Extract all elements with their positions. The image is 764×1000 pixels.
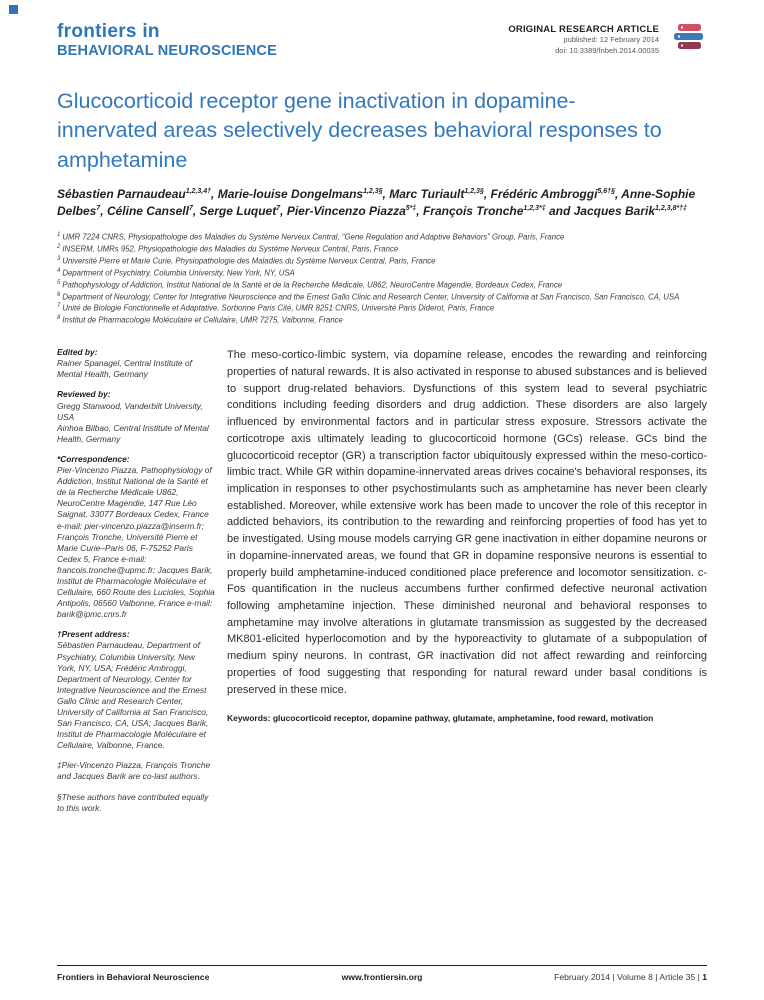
affiliation-number: 5	[57, 279, 61, 286]
doi-text: doi: 10.3389/fnbeh.2014.00035	[555, 45, 659, 55]
author	[423, 204, 549, 218]
affiliation-number: 8	[57, 315, 61, 322]
author-name: Sébastien Parnaudeau	[57, 187, 186, 202]
reviewed-by-heading: Reviewed by:	[57, 389, 111, 400]
author-name: and Jacques Barik	[548, 204, 656, 219]
reviewer-1: Gregg Stanwood, Vanderbilt University, USA	[57, 400, 203, 422]
article-title: Glucocorticoid receptor gene inactivation in dopamine-innervated areas selectively decreases behavioral responses to amphetamine	[57, 88, 662, 172]
affiliation-text: Department of Neurology, Center for Integrative Neuroscience and the Ernest Gallo Clinic and Research Center, University of California at San Francisco, San Francisco, CA, USA	[62, 292, 680, 302]
article-type-label: ORIGINAL RESEARCH ARTICLE	[508, 24, 659, 35]
affiliation-item	[57, 314, 707, 326]
footer-journal-name: Frontiers in Behavioral Neuroscience	[57, 972, 210, 982]
author-name: Serge Luquet	[199, 204, 277, 219]
affiliation-number: 4	[57, 267, 61, 274]
reviewed-by-block	[57, 389, 215, 444]
author-superscript: 1,2,3,8*†‡	[655, 205, 687, 213]
affiliation-text: Université Pierre et Marie Curie, Physiopathologie des Maladies du Système Nerveux Central, Paris, France	[62, 256, 436, 266]
affiliation-text: UMR 7224 CNRS, Physiopathologie des Maladies du Système Nerveux Central, “Gene Regulation and Adaptive Behaviors” Group, Paris, France	[62, 232, 565, 242]
present-address-text: Sébastien Parnaudeau, Department of Psychiatry, Columbia University, New York, NY, USA; Frédéric Ambroggi, Department of Neurology, Center for Integrative Neuroscience and the Ernest Gallo Clinic and Research Center, University of California at San Francisco, San Francisco, CA, USA; Jacques Barik, Institut de Pharmacologie Moléculaire et Cellulaire, Valbonne, France.	[57, 640, 209, 751]
author-separator: ,	[211, 187, 218, 202]
edited-by-block	[57, 347, 215, 380]
author	[57, 187, 218, 201]
correspondence-text: Pier-Vincenzo Piazza, Pathophysiology of Addiction, Institut National de la Santé et de la Recherche Médicale U862, NeuroCentre Magendie, 147 Rue Léo Saignat, 33077 Bordeaux Cedex, France e-mail: pier-vincenzo.piazza@inserm.fr; François Tronche, Université Pierre et Marie Curie–Paris 06, F-75252 Paris Cedex 5, France e-mail: francois.tronche@upmc.fr; Jacques Barik, Institut de Pharmacologie Moléculaire et Cellulaire, 660 Route des Lucioles, Sophia Antipolis, 06560 Valbonne, France e-mail: barik@ipmc.cnrs.fr	[57, 465, 215, 620]
affiliation-item	[57, 291, 707, 303]
author-name: Céline Cansell	[106, 204, 189, 219]
article-body-columns	[57, 347, 707, 935]
keywords-line: Keywords: glucocorticoid receptor, dopamine pathway, glutamate, amphetamine, food reward, motivation	[227, 713, 654, 724]
affiliation-number: 2	[57, 243, 61, 250]
affiliation-text: Pathophysiology of Addiction, Institut National de la Santé et de la Recherche Médicale, U862, NeuroCentre Magendie, Bordeaux Cedex, France	[62, 280, 563, 290]
author-superscript: 5,6†§	[597, 188, 615, 196]
author	[491, 187, 622, 201]
equal-contribution-note: §These authors have contributed equally to this work.	[57, 791, 209, 813]
affiliation-item	[57, 279, 707, 291]
frontiers-logo-icon	[671, 22, 707, 54]
journal-brand	[57, 22, 277, 59]
author	[287, 204, 423, 218]
page-corner-mark	[9, 5, 18, 14]
author-superscript: 7	[276, 205, 281, 213]
correspondence-heading: *Correspondence:	[57, 453, 130, 464]
author-name: Pier-Vincenzo Piazza	[286, 204, 406, 219]
affiliation-number: 6	[57, 291, 61, 298]
abstract-text: The meso-cortico-limbic system, via dopamine release, encodes the rewarding and reinforcing properties of natural rewards. It is also activated in response to abused substances and is believed to support drug-related behaviors. Dysfunctions of this system lead to several psychiatric conditions including feeding disorders and drug addiction. These disorders are also largely influenced by environmental factors and in particular stress exposure. Stressors activate the corticotrope axis ultimately leading to glucocorticoid hormone (GCs) release. GCs bind the glucocorticoid receptor (GR) a transcription factor ubiquitously expressed within the meso-cortico-limbic tract. While GR within dopamine-innervated areas drives cocaine's behavioral responses, its implication in responses to other psychostimulants such as amphetamine has never been clearly established. Moreover, while extensive work has been made to uncover the role of this receptor in addicted behaviors, its contribution to the rewarding and reinforcing properties of food has yet to be investigated. Using mouse models carrying GR gene inactivation in either dopamine neurons or in dopamine-innervated areas, we found that GR in dopamine responsive neurons is essential to properly build amphetamine-induced conditioned place preference and locomotor sensitization. c-Fos quantification in the nucleus accumbens further confirmed defective neuronal activation following amphetamine injection. These diminished neuronal and behavioral responses to amphetamine may involve alterations in glutamate transmission as suggested by the decreased MK801-elicited hyperlocomotion and by the hyporeactivity to glutamate of a subpopulation of medium spiny neurons. In contrast, GR inactivation did not affect rewarding and reinforcing properties of food suggesting that responding for natural reward under basal conditions is preserved in these mice.	[227, 349, 707, 696]
masthead	[57, 22, 707, 59]
author-superscript: 1,2,3§	[464, 188, 484, 196]
author-name: François Tronche	[422, 204, 524, 219]
published-date: published: 12 February 2014	[563, 35, 659, 44]
affiliation-text: INSERM, UMRs 952, Physiopathologie des Maladies du Système Nerveux Central, Paris, France	[62, 244, 399, 254]
author-separator: ,	[614, 187, 622, 202]
affiliation-item	[57, 243, 707, 255]
affiliation-item	[57, 267, 707, 279]
correspondence-block	[57, 454, 215, 620]
affiliation-item	[57, 231, 707, 243]
author-name: Marc Turiault	[389, 187, 465, 202]
colast-authors-note: ‡Pier-Vincenzo Piazza, François Tronche and Jacques Barik are co-last authors.	[57, 760, 211, 782]
author-separator: ,	[192, 204, 200, 219]
edited-by-text: Rainer Spanagel, Central Institute of Mental Health, Germany	[57, 358, 193, 380]
author-separator: ,	[483, 187, 491, 202]
author-name: Frédéric Ambroggi	[490, 187, 598, 202]
author-name: Anne-Sophie Delbes	[57, 187, 696, 219]
reviewer-2: Ainhoa Bilbao, Central Institute of Mental Health, Germany	[57, 422, 209, 444]
author-separator: ,	[382, 187, 390, 202]
author	[200, 204, 287, 218]
author-separator: ,	[100, 204, 107, 219]
author-name: Marie-louise Dongelmans	[217, 187, 364, 202]
publication-info	[508, 22, 671, 57]
author-superscript: 1,2,3§	[363, 188, 383, 196]
author-separator: ,	[280, 204, 287, 219]
affiliation-text: Department of Psychiatry, Columbia University, New York, NY, USA	[62, 268, 295, 278]
author-superscript: 1,2,3,4†	[185, 188, 212, 196]
affiliation-text: Unité de Biologie Fonctionnelle et Adaptative, Sorbonne Paris Cité, UMR 8251 CNRS, Université Paris Diderot, Paris, France	[62, 304, 495, 313]
footer-issue-info	[490, 972, 707, 982]
affiliation-item	[57, 255, 707, 267]
author	[389, 187, 490, 201]
author-superscript: 7	[188, 205, 193, 213]
affiliation-number: 1	[57, 232, 61, 239]
affiliation-number: 3	[57, 255, 61, 262]
footer	[57, 965, 707, 982]
present-address-heading: †Present address:	[57, 629, 130, 640]
author	[218, 187, 390, 201]
author	[107, 204, 200, 218]
affiliation-text: Institut de Pharmacologie Moléculaire et Cellulaire, UMR 7275, Valbonne, France	[62, 315, 343, 325]
brand-frontiers-in: frontiers in	[57, 21, 160, 42]
affiliation-item	[57, 302, 707, 314]
author-superscript: 1,2,3*‡	[523, 205, 546, 213]
authors-line	[57, 186, 707, 220]
footer-page-number: 1	[702, 972, 708, 982]
abstract-column	[227, 347, 707, 935]
affiliation-number: 7	[57, 303, 61, 310]
footer-issue-text: February 2014 | Volume 8 | Article 35 |	[554, 972, 700, 982]
affiliations-list	[57, 231, 707, 326]
author	[549, 204, 687, 218]
brand-journal-name: BEHAVIORAL NEUROSCIENCE	[57, 43, 277, 59]
present-address-block	[57, 629, 215, 751]
author-superscript: 5*‡	[405, 205, 417, 213]
sidebar	[57, 347, 215, 935]
author-separator: ,	[416, 204, 423, 219]
author-superscript: 7	[96, 205, 101, 213]
footer-website-link[interactable]: www.frontiersin.org	[341, 972, 423, 982]
edited-by-heading: Edited by:	[57, 347, 98, 358]
